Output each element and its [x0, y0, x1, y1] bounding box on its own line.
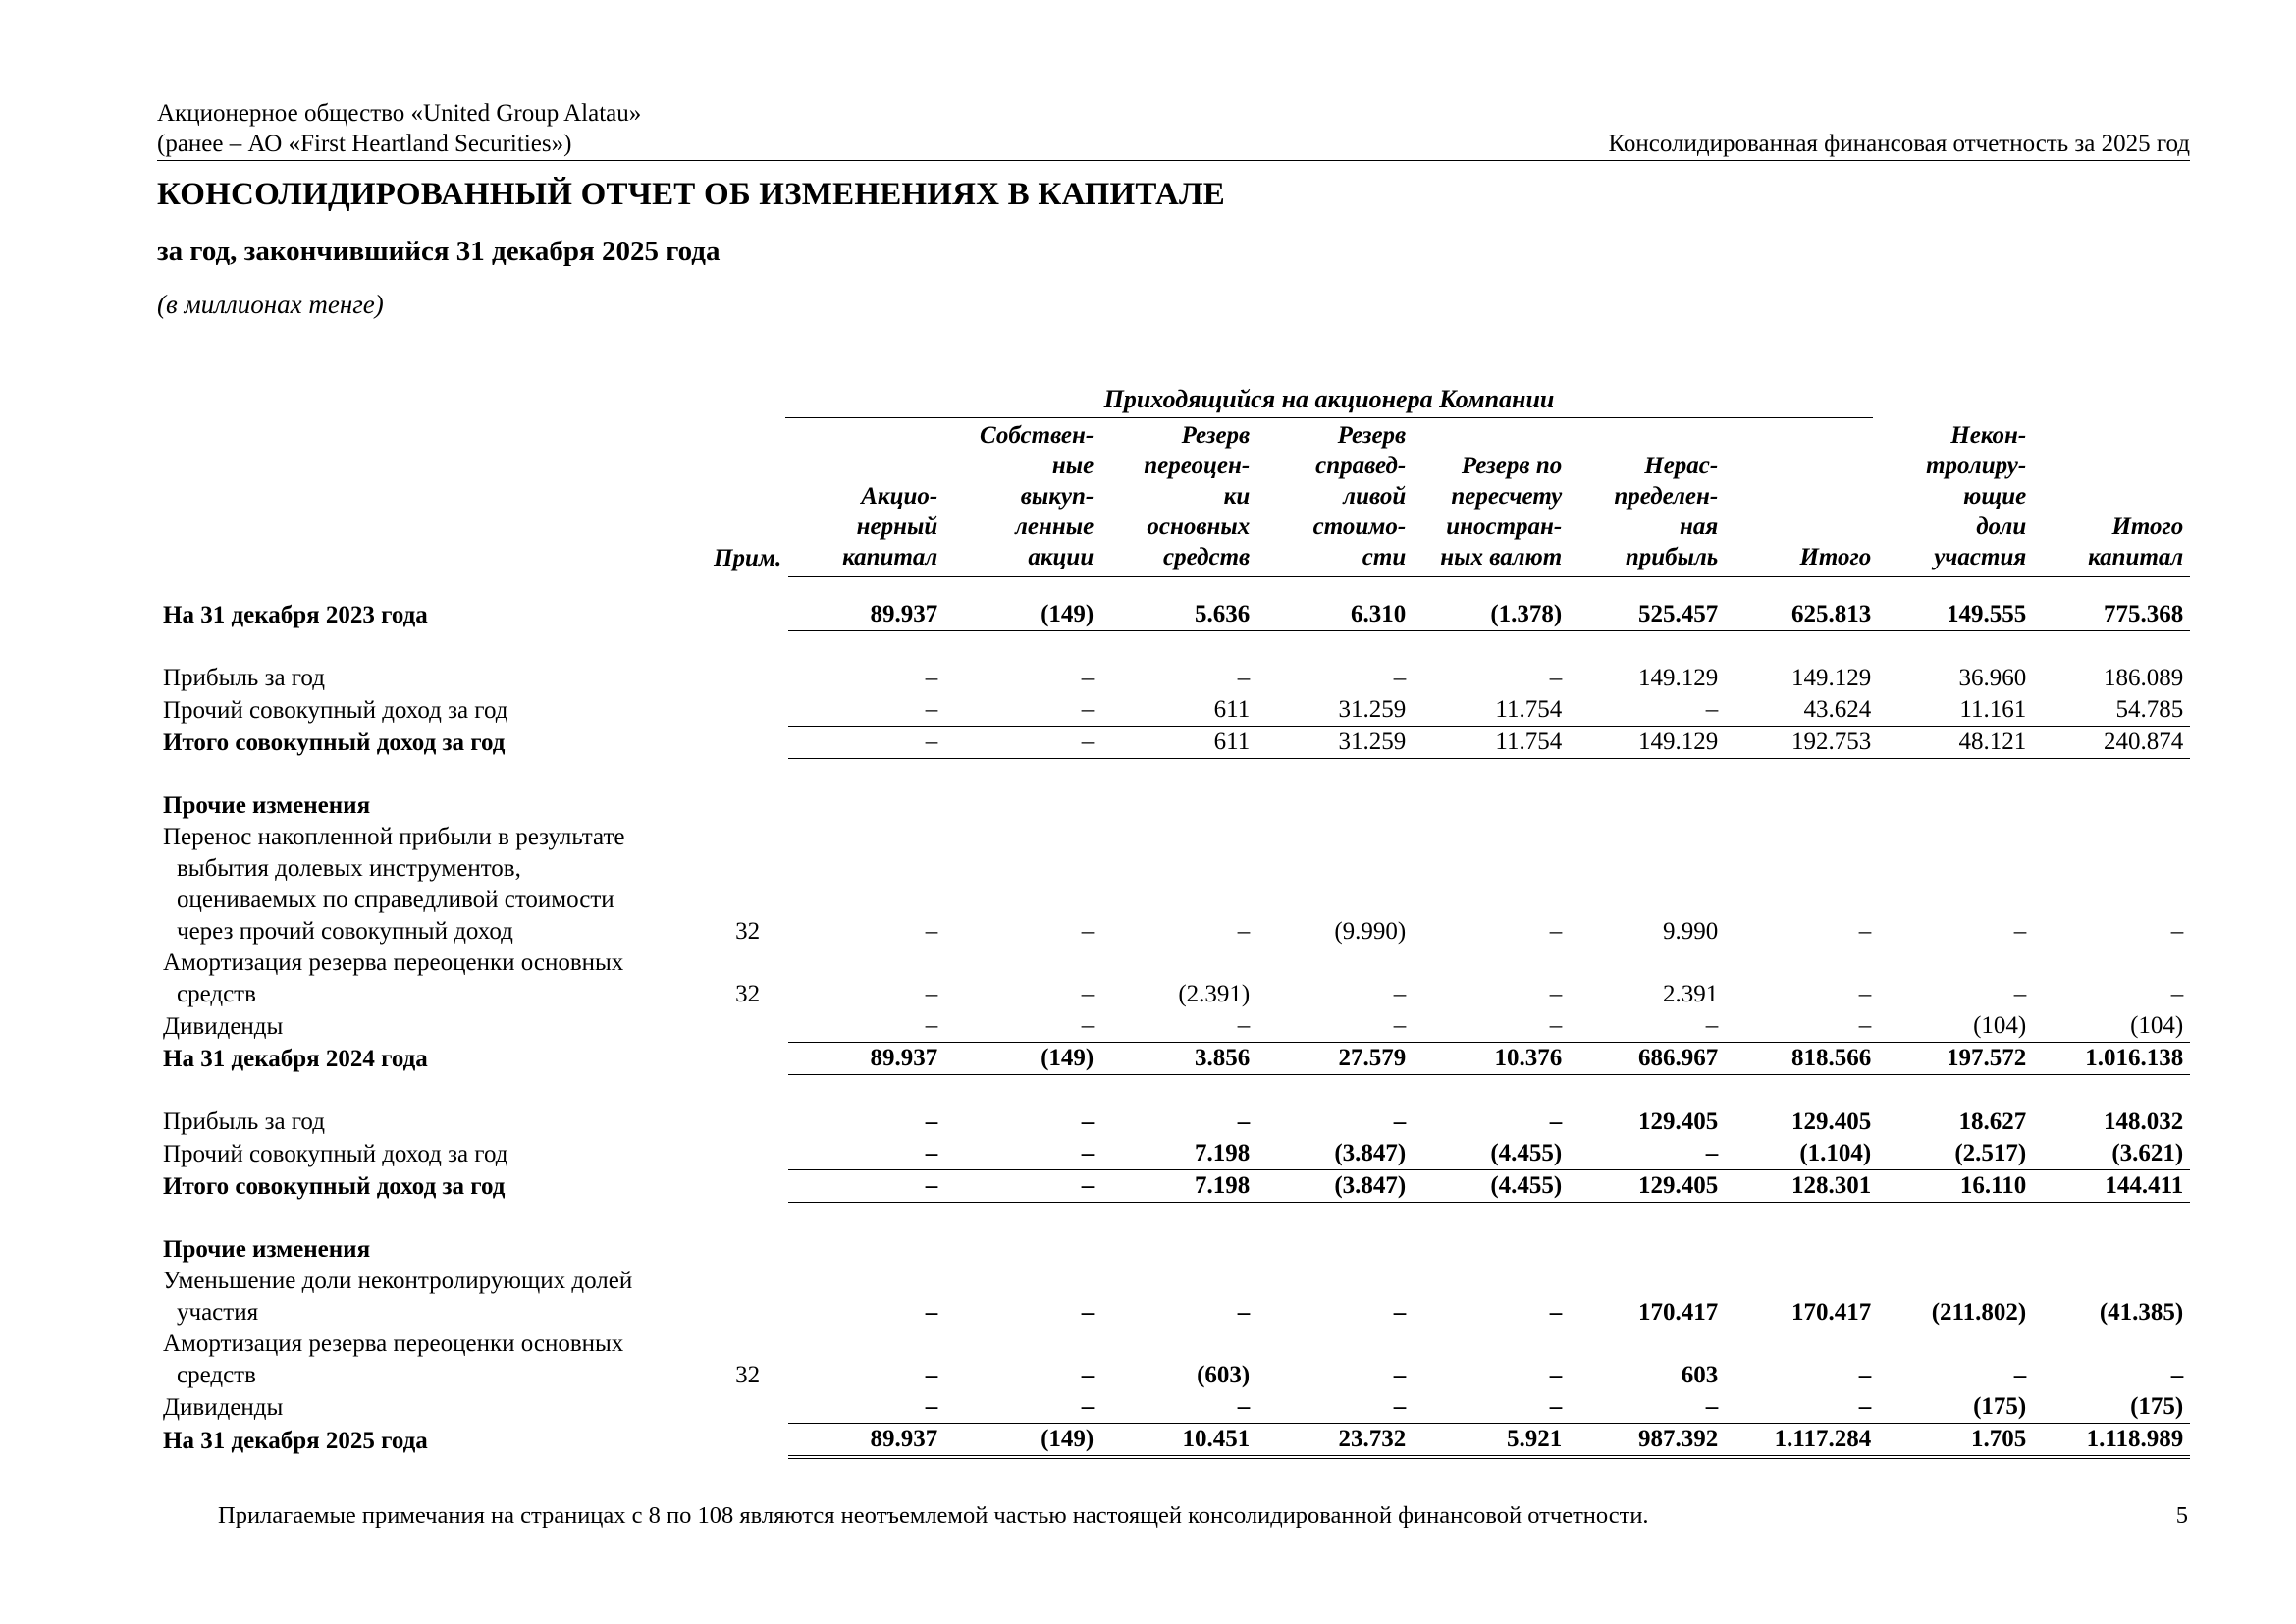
company-name	[157, 98, 641, 159]
table-row: Итого совокупный доход за год – – 611 31.259 11.754 149.129 192.753 48.121 240.874	[157, 727, 2190, 759]
company-line-1: Акционерное общество «United Group Alatau»	[157, 100, 642, 127]
table-row: Дивиденды – – – – – – – (175) (175)	[157, 1391, 2190, 1424]
table-row: Амортизация резерва переоценки основных	[163, 1330, 624, 1357]
table-row: Прочий совокупный доход за год – – 7.198 (3.847) (4.455) – (1.104) (2.517) (3.621)	[163, 1140, 2184, 1167]
table-row: На 31 декабря 2025 года 89.937 (149) 10.451 23.732 5.921 987.392 1.117.284 1.705 1.118.989	[157, 1424, 2190, 1458]
attributable-header: Приходящийся на акционера Компании	[1103, 385, 1555, 413]
report-period-header: Консолидированная финансовая отчетность за 2025 год	[1608, 131, 2190, 157]
statement-subtitle: за год, закончившийся 31 декабря 2025 года	[157, 236, 721, 267]
col-total-equity: Итого капитал	[2033, 420, 2190, 577]
table-row: На 31 декабря 2023 года 89.937 (149) 5.636 6.310 (1.378) 525.457 625.813 149.555 775.368	[157, 599, 2190, 631]
equity-table: Прим. Акцио- нерный капитал Собствен- ные выкуп- ленные акции Резерв переоцен- ки основных средств Резерв справед- ливой стоимо- сти Резерв по пересчету иностран- ных валют Нерас- пределен- ная прибыль Итого Некон- тролиру- ющие доли участия Итого капитал На 31 декабря 2023 года 89.937 (149) 5.636 6.310 (1.378) 525.457 625.813 149.555 775.368 Прибыль за год – – – – – 149.129 149.129 36.960 186.089 Прочий совокупный доход за год – – 611 31.259 11.754 – 43.624 11.161 54.785 Итого совокупный доход за год – – 611 31.259 11.754 149.129 192.753 48.121 240.874 Прочие изменения Перенос накопленной прибыли в результате выбытия долевых инструментов, оцениваемых по справедливой стоимости через прочий совокупный доход 32 – – – (9.990) – 9.990 – – – Амортизация резерва переоценки основных средств 32 – – (2.391) – – 2.391 – – – Дивиденды – – – – – – – (104) (104) На 31 декабря 2024 года 89.937 (149) 3.856 27.579 10.376 686.967 818.566 197.572 1.016.138 Прибыль за год – – – – – 129.405 129.405 18.627 148.032 Прочий совокупный доход за год – – 7.198 (3.847) (4.455) – (1.104) (2.517) (3.621) Итого совокупный доход за год – – 7.198 (3.847) (4.455) 129.405 128.301 16.110 144.411 Прочие изменения Уменьшение доли неконтролирующих долей участия – – – – – 170.417 170.417 (211.802) (41.385) Амортизация резерва переоценки основных средств 32 – – (603) – – 603 – – – Дивиденды – – – – – – – (175) (175) На 31 декабря 2025 года 89.937 (149) 10.451 23.732 5.921 987.392 1.117.284 1.705 1.118.989	[157, 420, 2190, 1459]
section-heading: Прочие изменения	[163, 792, 371, 819]
units-note: (в миллионах тенге)	[157, 290, 384, 319]
col-revaluation-reserve: Резерв переоцен- ки основных средств	[1100, 420, 1256, 577]
col-fx-reserve: Резерв по пересчету иностран- ных валют	[1413, 420, 1569, 577]
table-row: Дивиденды – – – – – – – (104) (104)	[157, 1010, 2190, 1043]
page-number: 5	[2175, 1502, 2188, 1529]
col-note: Прим.	[714, 544, 782, 571]
table-row: Итого совокупный доход за год – – 7.198 (3.847) (4.455) 129.405 128.301 16.110 144.411	[157, 1170, 2190, 1203]
table-row: На 31 декабря 2024 года 89.937 (149) 3.856 27.579 10.376 686.967 818.566 197.572 1.016.138	[157, 1043, 2190, 1075]
table-row: Прочий совокупный доход за год – – 611 31.259 11.754 – 43.624 11.161 54.785	[163, 696, 2184, 724]
section-heading: Прочие изменения	[163, 1236, 371, 1263]
header-rule	[157, 160, 2190, 161]
table-row: Прибыль за год – – – – – 149.129 149.129 36.960 186.089	[163, 665, 2184, 691]
statement-title: КОНСОЛИДИРОВАННЫЙ ОТЧЕТ ОБ ИЗМЕНЕНИЯХ В КАПИТАЛЕ	[157, 177, 1225, 212]
table-row: Перенос накопленной прибыли в результате	[163, 824, 625, 850]
col-retained-earnings: Нерас- пределен- ная прибыль	[1569, 420, 1725, 577]
col-share-capital: Акцио- нерный капитал	[788, 420, 944, 577]
table-row: Прибыль за год – – – – – 129.405 129.405 18.627 148.032	[163, 1109, 2184, 1135]
table-row: Уменьшение доли неконтролирующих долей	[163, 1268, 633, 1294]
footer-note: Прилагаемые примечания на страницах с 8 по 108 являются неотъемлемой частью настоящей консолидированной финансовой отчетности.	[218, 1502, 1649, 1529]
company-line-2: (ранее – АО «First Heartland Securities»)	[157, 131, 572, 157]
col-treasury-shares: Собствен- ные выкуп- ленные акции	[944, 420, 1100, 577]
col-fair-value-reserve: Резерв справед- ливой стоимо- сти	[1256, 420, 1413, 577]
col-subtotal: Итого	[1725, 420, 1878, 577]
col-nci: Некон- тролиру- ющие доли участия	[1878, 420, 2033, 577]
column-header-row	[157, 420, 2190, 577]
attributable-rule	[785, 417, 1873, 418]
table-row: Амортизация резерва переоценки основных	[163, 949, 624, 976]
